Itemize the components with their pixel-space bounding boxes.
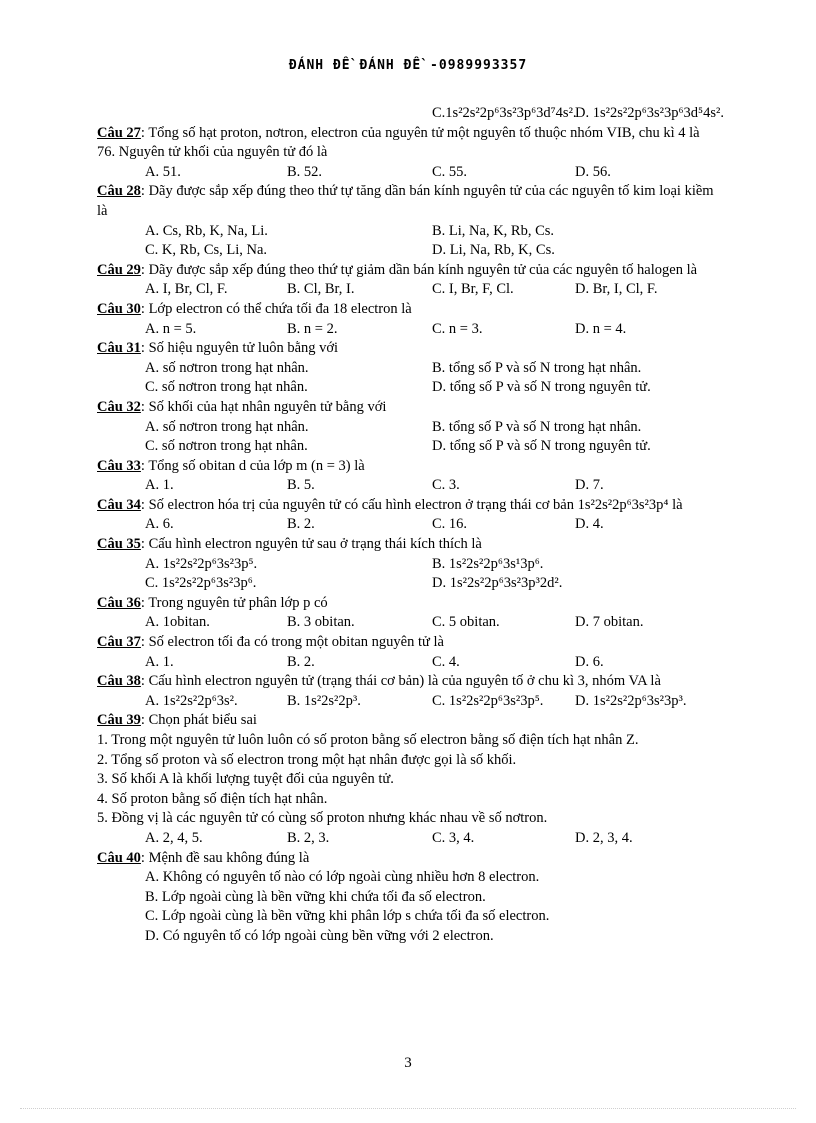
- page-number: 3: [404, 1055, 412, 1071]
- answer-option: A. 2, 4, 5.: [145, 829, 203, 846]
- numbered-statement: 2. Tổng số proton và số electron trong một hạt nhân được gọi là số khối.: [97, 751, 517, 768]
- answer-option: C. 3.: [432, 477, 460, 494]
- question-stem: [97, 182, 717, 221]
- question-stem: [97, 672, 717, 692]
- question-number: Câu 37: [97, 634, 141, 651]
- question-stem: [97, 124, 717, 163]
- question-text: : Số hiệu nguyên tử luôn bằng với: [140, 340, 339, 357]
- answer-option: C. 55.: [432, 163, 468, 180]
- options-row: [97, 418, 717, 438]
- answer-option: D. n = 4.: [575, 320, 627, 337]
- answer-option: D. 1s²2s²2p⁶3s²3p³2d².: [432, 575, 563, 592]
- answer-option: A. 1s²2s²2p⁶3s²3p⁵.: [145, 555, 258, 572]
- options-row: [97, 359, 717, 379]
- answer-option: B. n = 2.: [287, 320, 338, 337]
- options-row: [97, 476, 717, 496]
- answer-option: A. 51.: [145, 163, 181, 180]
- answer-option: B. 2.: [287, 653, 315, 670]
- answer-option: B. 1s²2s²2p³.: [287, 692, 361, 709]
- options-row: [97, 222, 717, 242]
- options-row: [97, 653, 717, 673]
- options-row: [97, 515, 717, 535]
- question-number: Câu 32: [97, 398, 141, 415]
- answer-option: B. 52.: [287, 163, 323, 180]
- question-stem: [97, 496, 717, 516]
- answer-option: B. 1s²2s²2p⁶3s¹3p⁶.: [432, 555, 544, 572]
- answer-option: C. số nơtron trong hạt nhân.: [145, 438, 308, 455]
- options-row: [97, 574, 717, 594]
- answer-option: A. 1s²2s²2p⁶3s².: [145, 692, 238, 709]
- answer-option: B. Li, Na, K, Rb, Cs.: [432, 222, 555, 239]
- answer-option: D. 56.: [575, 163, 611, 180]
- answer-statement: C. Lớp ngoài cùng là bền vững khi phân lớp s chứa tối đa số electron.: [145, 908, 550, 925]
- question-stem: [97, 300, 717, 320]
- options-row: [97, 104, 724, 124]
- answer-statement: D. Có nguyên tố có lớp ngoài cùng bền vững với 2 electron.: [145, 927, 494, 944]
- answer-option: A. 1.: [145, 477, 174, 494]
- answer-option: C. số nơtron trong hạt nhân.: [145, 379, 308, 396]
- options-row: [97, 829, 717, 849]
- answer-option: D. tổng số P và số N trong nguyên tử.: [432, 379, 651, 396]
- question-stem: [97, 711, 717, 731]
- answer-option: A. 1obitan.: [145, 614, 210, 631]
- question-text: : Chọn phát biểu sai: [140, 712, 257, 729]
- question-number: Câu 28: [97, 183, 141, 200]
- answer-statement: A. Không có nguyên tố nào có lớp ngoài cùng nhiều hơn 8 electron.: [145, 869, 540, 886]
- options-row: [97, 437, 717, 457]
- answer-option: B. 2.: [287, 516, 315, 533]
- question-text: : Tổng số obitan d của lớp m (n = 3) là: [140, 457, 365, 474]
- answer-option: C.1s²2s²2p⁶3s²3p⁶3d⁷4s².: [432, 105, 577, 121]
- numbered-statement: 5. Đồng vị là các nguyên tử có cùng số proton nhưng khác nhau về số nơtron.: [97, 810, 548, 827]
- answer-statement: B. Lớp ngoài cùng là bền vững khi chứa tối đa số electron.: [145, 888, 486, 905]
- answer-option: A. 6.: [145, 516, 174, 533]
- question-list: [97, 104, 724, 947]
- answer-option: D. 2, 3, 4.: [575, 829, 633, 846]
- question-stem: [97, 261, 717, 281]
- answer-option: A. 1.: [145, 653, 174, 670]
- question-stem: [97, 535, 717, 555]
- question-text: : Trong nguyên tử phân lớp p có: [140, 594, 328, 611]
- numbered-statement: 3. Số khối A là khối lượng tuyệt đối của nguyên tử.: [97, 771, 394, 788]
- question-text: : Cấu hình electron nguyên tử (trạng thái cơ bản) là của nguyên tố ở chu kì 3, nhóm VA là: [140, 673, 661, 690]
- question-number: Câu 36: [97, 594, 141, 611]
- question-number: Câu 34: [97, 496, 141, 513]
- answer-option: B. 2, 3.: [287, 829, 330, 846]
- question-number: Câu 31: [97, 340, 141, 357]
- answer-option: C. K, Rb, Cs, Li, Na.: [145, 242, 268, 259]
- options-row: [97, 613, 717, 633]
- question-number: Câu 29: [97, 261, 141, 278]
- options-row: [97, 280, 717, 300]
- answer-option: D. 4.: [575, 516, 604, 533]
- question-number: Câu 33: [97, 457, 141, 474]
- answer-option: C. I, Br, F, Cl.: [432, 281, 514, 298]
- answer-option: C. n = 3.: [432, 320, 483, 337]
- question-text: : Số khối của hạt nhân nguyên tử bằng với: [140, 398, 387, 415]
- question-number: Câu 39: [97, 712, 141, 729]
- answer-option: A. Cs, Rb, K, Na, Li.: [145, 222, 268, 239]
- options-row: [97, 555, 717, 575]
- question-text: : Lớp electron có thể chứa tối đa 18 electron là: [140, 300, 412, 317]
- question-stem: [97, 457, 717, 477]
- answer-option: C. 1s²2s²2p⁶3s²3p⁵.: [432, 692, 544, 709]
- question-text: : Tổng số hạt proton, nơtron, electron của nguyên tử một nguyên tố thuộc nhóm VIB, chu kì 4 là 76. Nguyên tử khối của nguyên tử đó là: [97, 124, 700, 161]
- answer-option: D. 1s²2s²2p⁶3s²3p⁶3d⁵4s².: [575, 105, 724, 121]
- options-row: [97, 378, 717, 398]
- question-stem: [97, 398, 717, 418]
- options-row: [97, 320, 717, 340]
- question-text: : Dãy được sắp xếp đúng theo thứ tự giảm dần bán kính nguyên tử của các nguyên tố halogen là: [140, 261, 698, 278]
- question-number: Câu 30: [97, 300, 141, 317]
- question-text: : Dãy được sắp xếp đúng theo thứ tự tăng dần bán kính nguyên tử của các nguyên tố kim loại kiềm là: [97, 183, 714, 219]
- answer-option: C. 5 obitan.: [432, 614, 500, 631]
- answer-option: D. 1s²2s²2p⁶3s²3p³.: [575, 692, 687, 709]
- answer-option: C. 16.: [432, 516, 468, 533]
- options-row: [97, 241, 717, 261]
- question-text: : Cấu hình electron nguyên tử sau ở trạng thái kích thích là: [140, 536, 482, 553]
- answer-option: D. 6.: [575, 653, 604, 670]
- answer-option: B. tổng số P và số N trong hạt nhân.: [432, 359, 642, 376]
- question-text: : Số electron tối đa có trong một obitan nguyên tử là: [140, 634, 444, 651]
- answer-option: B. Cl, Br, I.: [287, 281, 355, 298]
- answer-option: D. 7 obitan.: [575, 614, 644, 631]
- question-text: : Mệnh đề sau không đúng là: [140, 849, 310, 866]
- answer-option: C. 3, 4.: [432, 829, 475, 846]
- question-number: Câu 27: [97, 124, 141, 141]
- options-row: [97, 692, 717, 712]
- page-bottom-divider: [20, 1108, 796, 1109]
- answer-option: C. 4.: [432, 653, 460, 670]
- answer-option: B. 5.: [287, 477, 315, 494]
- question-number: Câu 40: [97, 849, 141, 866]
- question-stem: [97, 849, 717, 869]
- question-number: Câu 38: [97, 673, 141, 690]
- numbered-statement: 4. Số proton bằng số điện tích hạt nhân.: [97, 790, 328, 807]
- answer-option: D. Br, I, Cl, F.: [575, 281, 658, 298]
- answer-option: A. I, Br, Cl, F.: [145, 281, 228, 298]
- answer-option: D. tổng số P và số N trong nguyên tử.: [432, 438, 651, 455]
- question-text: : Số electron hóa trị của nguyên tử có cấu hình electron ở trạng thái cơ bản 1s²2s²2p⁶3s²3p⁴ là: [140, 496, 683, 513]
- answer-option: A. số nơtron trong hạt nhân.: [145, 359, 309, 376]
- answer-option: B. tổng số P và số N trong hạt nhân.: [432, 418, 642, 435]
- answer-option: D. 7.: [575, 477, 604, 494]
- answer-option: B. 3 obitan.: [287, 614, 355, 631]
- question-stem: [97, 339, 717, 359]
- answer-option: A. số nơtron trong hạt nhân.: [145, 418, 309, 435]
- answer-option: D. Li, Na, Rb, K, Cs.: [432, 242, 555, 259]
- question-stem: [97, 633, 717, 653]
- question-stem: [97, 594, 717, 614]
- options-row: [97, 163, 717, 183]
- answer-option: C. 1s²2s²2p⁶3s²3p⁶.: [145, 575, 257, 592]
- page-header: ĐÁNH ĐỀ ĐÁNH ĐỀ -0989993357: [288, 58, 528, 73]
- question-number: Câu 35: [97, 536, 141, 553]
- answer-option: A. n = 5.: [145, 320, 197, 337]
- numbered-statement: 1. Trong một nguyên tử luôn luôn có số proton bằng số electron bằng số điện tích hạt nhân Z.: [97, 732, 639, 748]
